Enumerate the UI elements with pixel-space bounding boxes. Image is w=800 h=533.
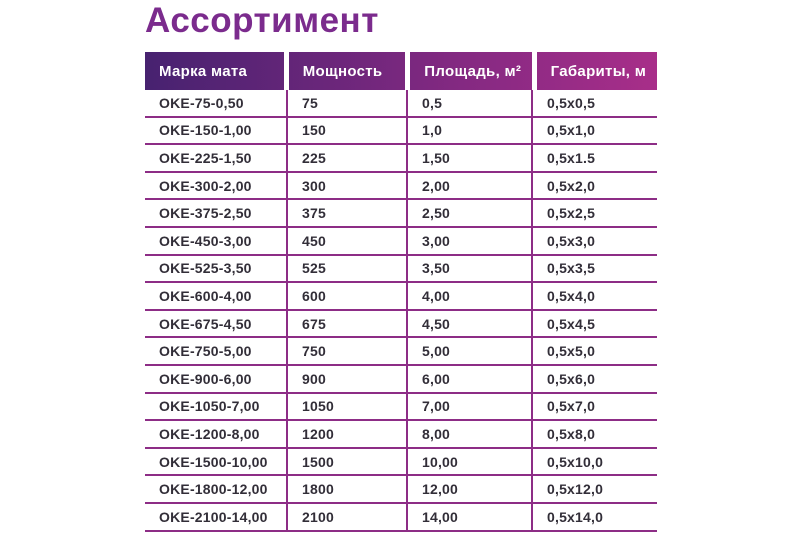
table-cell: 12,00 bbox=[408, 476, 533, 502]
table-cell: 0,5x1.5 bbox=[547, 149, 596, 166]
table-row bbox=[145, 504, 657, 532]
table-cell: 4,00 bbox=[408, 283, 533, 309]
table-row bbox=[145, 476, 657, 504]
column-header-dimensions: Габариты, м bbox=[550, 62, 647, 80]
table-cell: OKE-675-4,50 bbox=[145, 311, 288, 337]
table-cell: OKE-900-6,00 bbox=[145, 366, 288, 392]
table-cell: OKE-450-3,00 bbox=[145, 228, 288, 254]
table-cell: 900 bbox=[288, 366, 408, 392]
table-cell: 5,00 bbox=[408, 338, 533, 364]
table-cell: 2,50 bbox=[408, 200, 533, 226]
table-cell: 1800 bbox=[288, 476, 408, 502]
table-cell: 600 bbox=[288, 283, 408, 309]
table-cell: 75 bbox=[288, 90, 408, 116]
table-cell: OKE-1200-8,00 bbox=[145, 421, 288, 447]
table-cell: 0,5x1,0 bbox=[547, 122, 596, 139]
table-cell: 0,5x4,5 bbox=[547, 315, 596, 332]
table-row bbox=[145, 421, 657, 449]
column-header-area: Площадь, м² bbox=[424, 62, 522, 80]
table-cell: 0,5x14,0 bbox=[547, 508, 604, 525]
table-cell: OKE-1800-12,00 bbox=[145, 476, 288, 502]
table-cell: 14,00 bbox=[408, 504, 533, 530]
table-cell: 6,00 bbox=[408, 366, 533, 392]
table-row bbox=[145, 200, 657, 228]
table-cell: 450 bbox=[288, 228, 408, 254]
table-cell: 1,0 bbox=[408, 118, 533, 144]
table-cell: 0,5x8,0 bbox=[547, 425, 596, 442]
table-cell: 0,5x5,0 bbox=[547, 343, 596, 360]
table-cell: OKE-750-5,00 bbox=[145, 338, 288, 364]
column-header-power: Мощность bbox=[302, 62, 383, 80]
table-cell: 0,5x2,5 bbox=[547, 205, 596, 222]
table-row bbox=[145, 394, 657, 422]
table-cell: 0,5x3,0 bbox=[547, 232, 596, 249]
table-cell: 3,00 bbox=[408, 228, 533, 254]
table-row bbox=[145, 366, 657, 394]
table-cell: 0,5x3,5 bbox=[547, 260, 596, 277]
table-row bbox=[145, 173, 657, 201]
table-row bbox=[145, 256, 657, 284]
table-cell: 7,00 bbox=[408, 394, 533, 420]
table-cell: OKE-1500-10,00 bbox=[145, 449, 288, 475]
table-row bbox=[145, 145, 657, 173]
table-body bbox=[145, 90, 657, 532]
page-title: Ассортимент bbox=[145, 1, 379, 40]
table-cell: 0,5x4,0 bbox=[547, 287, 596, 304]
table-cell: OKE-375-2,50 bbox=[145, 200, 288, 226]
table-cell: 8,00 bbox=[408, 421, 533, 447]
table-cell: 525 bbox=[288, 256, 408, 282]
table-cell: OKE-525-3,50 bbox=[145, 256, 288, 282]
table-cell: 1,50 bbox=[408, 145, 533, 171]
table-row bbox=[145, 228, 657, 256]
table-cell: 2,00 bbox=[408, 173, 533, 199]
table-header-row bbox=[145, 52, 657, 90]
table-cell: OKE-600-4,00 bbox=[145, 283, 288, 309]
table-cell: 3,50 bbox=[408, 256, 533, 282]
table-cell: 1050 bbox=[288, 394, 408, 420]
table-cell: 150 bbox=[288, 118, 408, 144]
content-area bbox=[145, 0, 657, 532]
table-cell: 375 bbox=[288, 200, 408, 226]
table-cell: 1500 bbox=[288, 449, 408, 475]
table-cell: OKE-75-0,50 bbox=[145, 90, 288, 116]
table-cell: 10,00 bbox=[408, 449, 533, 475]
table-row bbox=[145, 338, 657, 366]
table-cell: OKE-300-2,00 bbox=[145, 173, 288, 199]
table-cell: 4,50 bbox=[408, 311, 533, 337]
table-row bbox=[145, 311, 657, 339]
table-cell: OKE-1050-7,00 bbox=[145, 394, 288, 420]
table-cell: 1200 bbox=[288, 421, 408, 447]
table-cell: OKE-225-1,50 bbox=[145, 145, 288, 171]
table-cell: 225 bbox=[288, 145, 408, 171]
table-cell: 675 bbox=[288, 311, 408, 337]
table-cell: 0,5x10,0 bbox=[547, 453, 604, 470]
table-cell: 0,5x6,0 bbox=[547, 370, 596, 387]
table-row bbox=[145, 283, 657, 311]
table-row bbox=[145, 90, 657, 118]
table-cell: 0,5x7,0 bbox=[547, 398, 596, 415]
table-row bbox=[145, 449, 657, 477]
table-cell: 0,5x2,0 bbox=[547, 177, 596, 194]
table-row bbox=[145, 118, 657, 146]
table-cell: 0,5 bbox=[408, 90, 533, 116]
assortment-table bbox=[145, 52, 657, 532]
table-cell: 0,5x12,0 bbox=[547, 481, 604, 498]
table-cell: OKE-2100-14,00 bbox=[145, 504, 288, 530]
table-cell: 0,5x0,5 bbox=[547, 94, 596, 111]
table-cell: 300 bbox=[288, 173, 408, 199]
table-cell: 2100 bbox=[288, 504, 408, 530]
table-cell: OKE-150-1,00 bbox=[145, 118, 288, 144]
table-cell: 750 bbox=[288, 338, 408, 364]
column-header-mat-brand: Марка мата bbox=[159, 62, 248, 80]
